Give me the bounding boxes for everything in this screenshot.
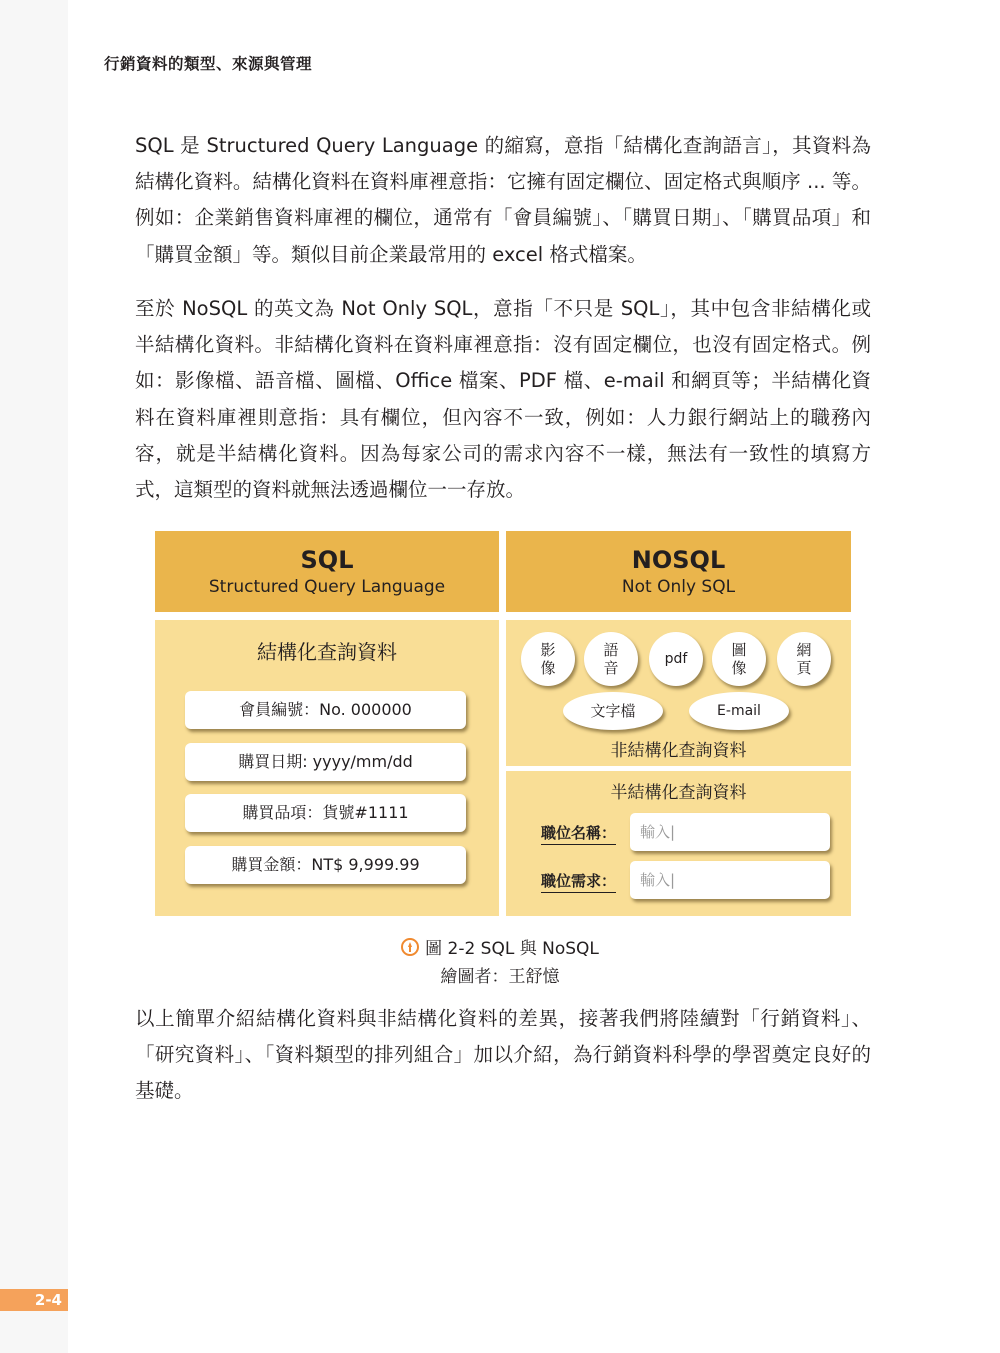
bubble-picture: 圖像 [712,632,766,686]
paragraph-summary: 以上簡單介紹結構化資料與非結構化資料的差異，接著我們將陸續對「行銷資料」、「研究資料」、「資料類型的排列組合」加以介紹，為行銷資料科學的學習奠定良好的基礎。 [135,1007,871,1103]
paragraph-nosql: 至於 NoSQL 的英文為 Not Only SQL，意指「不只是 SQL」，其中包含非結構化或半結構化資料。非結構化資料在資料庫裡意指：沒有固定欄位，也沒有固定格式。例如：影像檔、語音檔、圖檔、Office 檔案、PDF 檔、e-mail 和網頁等；半結構化資料在資料庫裡則意指：具有欄位，但內容不一致，例如：人力銀行網站上的職務內容，就是半結構化資料。因為每家公司的需求內容不一樣，無法有一致性的填寫方式，這類型的資料就無法透過欄位一一存放。 [135,297,871,502]
semi-structured-data-panel [506,771,851,916]
page-number: 2-4 [0,1289,68,1311]
field-purchase-item: 購買品項：貨號#1111 [185,794,466,832]
figure-caption-text: 圖 2-2 SQL 與 NoSQL [425,939,599,959]
oval-text-file: 文字檔 [563,692,663,730]
bubble-audio: 語音 [584,632,638,686]
job-requirement-input: 輸入| [630,861,830,899]
bubble-image: 影像 [521,632,575,686]
figure-credit: 繪圖者：王舒憶 [440,967,560,987]
field-purchase-date: 購買日期: yyyy/mm/dd [185,743,466,781]
bubble-pdf: pdf [649,632,703,686]
nosql-subtitle: Not Only SQL [621,577,736,597]
running-header: 行銷資料的類型、來源與管理 [104,55,313,73]
paragraph-sql: SQL 是 Structured Query Language 的縮寫，意指「結構化查詢語言」，其資料為結構化資料。結構化資料在資料庫裡意指：它擁有固定欄位、固定格式與順序 ... 等。例如：企業銷售資料庫裡的欄位，通常有「會員編號」、「購買日期」、「購買品項」和「購買金額」等。類似目前企業最常用的 excel 格式檔案。 [135,134,871,266]
bubble-webpage: 網頁 [777,632,831,686]
field-member-id: 會員編號：No. 000000 [185,691,466,729]
sql-subtitle: Structured Query Language [208,577,446,597]
unstructured-data-panel [506,620,851,766]
structured-fields [155,531,499,916]
job-title-label: 職位名稱： [541,823,616,845]
oval-email: E-mail [689,692,789,730]
semi-structured-data-title: 半結構化查詢資料 [610,783,747,803]
unstructured-data-title: 非結構化查詢資料 [610,741,747,761]
up-arrow-circle-icon [401,938,419,956]
field-purchase-amount: 購買金額：NT$ 9,999.99 [185,846,466,884]
structured-data-title: 結構化查詢資料 [257,640,397,664]
nosql-header [506,531,851,612]
figure-caption [0,934,1000,959]
page-margin-strip [0,0,68,1353]
sql-vs-nosql-figure [155,531,851,916]
job-title-input: 輸入| [630,813,830,851]
nosql-title: NOSQL [631,546,726,574]
job-requirement-label: 職位需求： [541,871,616,893]
sql-title: SQL [300,546,354,574]
